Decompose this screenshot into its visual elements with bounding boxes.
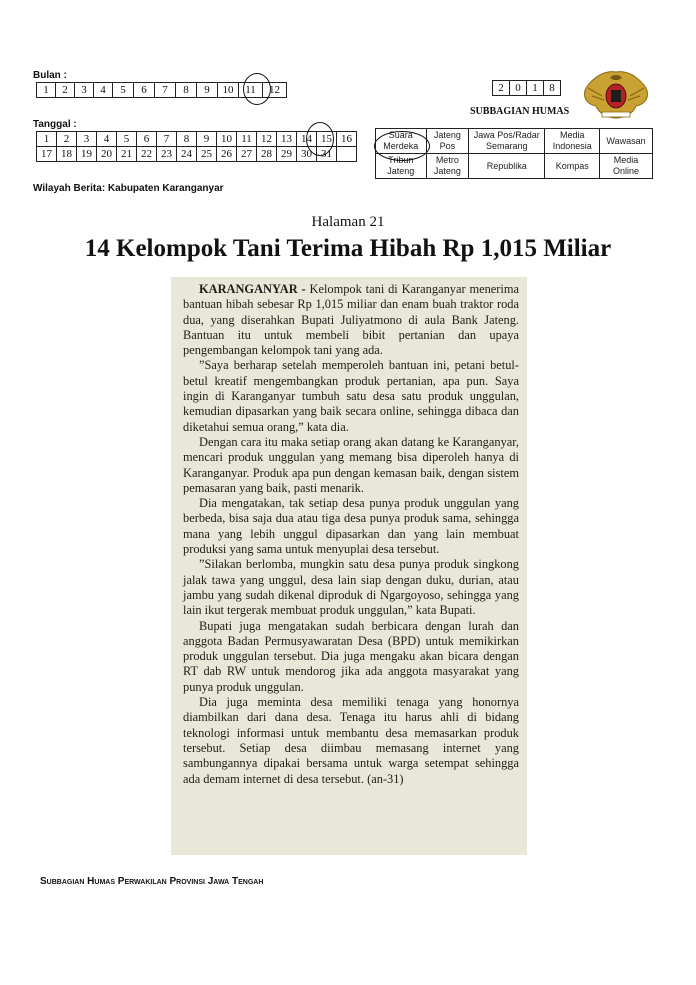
date-cell-15: 15 — [317, 132, 337, 147]
date-cell-22: 22 — [137, 147, 157, 162]
date-cell-21: 21 — [117, 147, 137, 162]
date-cell-7: 7 — [157, 132, 177, 147]
article-paragraph-1: KARANGANYAR - Kelompok tani di Karanganyar menerima bantuan hibah sebesar Rp 1,015 miliar dan enam buah traktor roda dua, yang diserahkan Bupati Juliyatmono di aula Bank Jateng. Bantuan itu untuk membeli bibit pertanian dan upaya pengembangan kelompok tani yang ada. — [183, 282, 519, 358]
month-cell-9: 9 — [197, 83, 218, 98]
date-cell-16: 16 — [337, 132, 357, 147]
month-cell-11: 11 — [239, 83, 263, 98]
date-cell-13: 13 — [277, 132, 297, 147]
page-number: Halaman 21 — [311, 214, 385, 230]
media-cell-republika: Republika — [469, 154, 545, 179]
date-cell-29: 29 — [277, 147, 297, 162]
date-cell-14: 14 — [297, 132, 317, 147]
date-cell-17: 17 — [37, 147, 57, 162]
news-clipping — [171, 277, 527, 855]
article-paragraph-4: Dia mengatakan, tak setiap desa punya produk unggulan yang berbeda, bisa saja dua atau tiga desa punya produk sama, sehingga mana yang lebih unggul dipasarkan dan yang lain membuat produksi yang sama untuk menyuplai desa tersebut. — [183, 496, 519, 557]
wilayah-berita: Wilayah Berita: Kabupaten Karanganyar — [33, 183, 224, 194]
month-cell-8: 8 — [176, 83, 197, 98]
media-cell-metro-jateng: Metro Jateng — [426, 154, 469, 179]
date-cell-30: 30 — [297, 147, 317, 162]
article-paragraph-6: Bupati juga mengatakan sudah berbicara dengan lurah dan anggota Badan Permusyawaratan Desa (BPD) untuk memikirkan produk unggulan tersebut. Dia juga mengaku akan bicara dengan RT dab RW untuk mendorog jika ada anggota masyarakat yang punya produk unggulan. — [183, 618, 519, 694]
footer-org: Subbagian Humas Perwakilan Provinsi Jawa Tengah — [40, 876, 264, 887]
year-digit-8: 8 — [544, 81, 561, 96]
month-cell-6: 6 — [134, 83, 155, 98]
date-cell-5: 5 — [117, 132, 137, 147]
date-cell-4: 4 — [97, 132, 117, 147]
media-cell-kompas: Kompas — [545, 154, 600, 179]
month-cell-1: 1 — [37, 83, 56, 98]
article-paragraph-7: Dia juga meminta desa memiliki tenaga yang honornya diambilkan dari dana desa. Tenaga itu harus ahli di bidang teknologi informasi untuk membantu desa memasarkan produk tersebut. Setiap desa diimbau memasang internet yang sambungannya dipakai bersama untuk warga setempat sehingga ada demam internet di desa tersebut. (an-31) — [183, 695, 519, 786]
media-selection-circle — [374, 131, 430, 161]
media-cell-media-online: Media Online — [600, 154, 653, 179]
month-cell-12: 12 — [263, 83, 287, 98]
article-title: 14 Kelompok Tani Terima Hibah Rp 1,015 Miliar — [84, 235, 612, 262]
date-cell-6: 6 — [137, 132, 157, 147]
date-cell-12: 12 — [257, 132, 277, 147]
month-cell-4: 4 — [94, 83, 113, 98]
article-lead: KARANGANYAR - — [199, 282, 306, 296]
date-selection-circle — [306, 122, 334, 156]
date-cell-25: 25 — [197, 147, 217, 162]
date-cell-9: 9 — [197, 132, 217, 147]
date-cell-10: 10 — [217, 132, 237, 147]
year-digit-2: 2 — [493, 81, 510, 96]
month-cell-5: 5 — [113, 83, 134, 98]
date-cell-28: 28 — [257, 147, 277, 162]
month-cell-2: 2 — [56, 83, 75, 98]
org-label: SUBBAGIAN HUMAS — [470, 106, 570, 117]
year-digit-0: 0 — [510, 81, 527, 96]
tanggal-label: Tanggal : — [33, 119, 77, 130]
media-cell-jawa-pos-radar-semarang: Jawa Pos/Radar Semarang — [469, 129, 545, 154]
month-cell-10: 10 — [218, 83, 239, 98]
garuda-emblem-icon — [576, 66, 656, 122]
bulan-label: Bulan : — [33, 70, 67, 81]
media-cell-tribun-jateng: Tribun Jateng — [376, 154, 427, 179]
date-cell-3: 3 — [77, 132, 97, 147]
article-paragraph-3: Dengan cara itu maka setiap orang akan datang ke Karanganyar, mencari produk unggulan yang memang bisa diperoleh hanya di Karanganyar. Produk apa pun dengan kemasan baik, dengan sistem pemasaran yang baik, pasti menarik. — [183, 434, 519, 495]
media-cell-suara-merdeka: Suara Merdeka — [376, 129, 427, 154]
date-cell-27: 27 — [237, 147, 257, 162]
month-cell-3: 3 — [75, 83, 94, 98]
date-cell-8: 8 — [177, 132, 197, 147]
date-cell-empty-15 — [337, 147, 357, 162]
media-cell-media-indonesia: Media Indonesia — [545, 129, 600, 154]
date-cell-1: 1 — [37, 132, 57, 147]
media-cell-jateng-pos: Jateng Pos — [426, 129, 469, 154]
article-paragraph-2: ”Saya berharap setelah memperoleh bantuan ini, petani betul-betul kreatif mengembangkan produk pertanian, apa pun. Saya ingin di Karanganyar tumbuh satu desa satu produk unggulan, kemudian dipasarkan yang baik secara online, sehingga dibaca dan diketahui semua orang,” kata dia. — [183, 358, 519, 434]
date-cell-24: 24 — [177, 147, 197, 162]
date-cell-20: 20 — [97, 147, 117, 162]
month-cell-7: 7 — [155, 83, 176, 98]
date-cell-26: 26 — [217, 147, 237, 162]
date-cell-19: 19 — [77, 147, 97, 162]
article-paragraph-5: ”Silakan berlomba, mungkin satu desa punya produk singkong jalak tawa yang unggul, desa lain siap dengan duku, durian, atau jambu yang sudah dikenal diproduk di Ngargoyoso, sehingga yang lain ikut tergerak membuat produk unggulan,” kata Bupati. — [183, 557, 519, 618]
date-cell-11: 11 — [237, 132, 257, 147]
media-cell-wawasan: Wawasan — [600, 129, 653, 154]
month-selection-circle — [243, 73, 271, 105]
date-cell-18: 18 — [57, 147, 77, 162]
year-box — [492, 80, 561, 96]
date-cell-2: 2 — [57, 132, 77, 147]
date-cell-23: 23 — [157, 147, 177, 162]
year-digit-1: 1 — [527, 81, 544, 96]
date-cell-31: 31 — [317, 147, 337, 162]
